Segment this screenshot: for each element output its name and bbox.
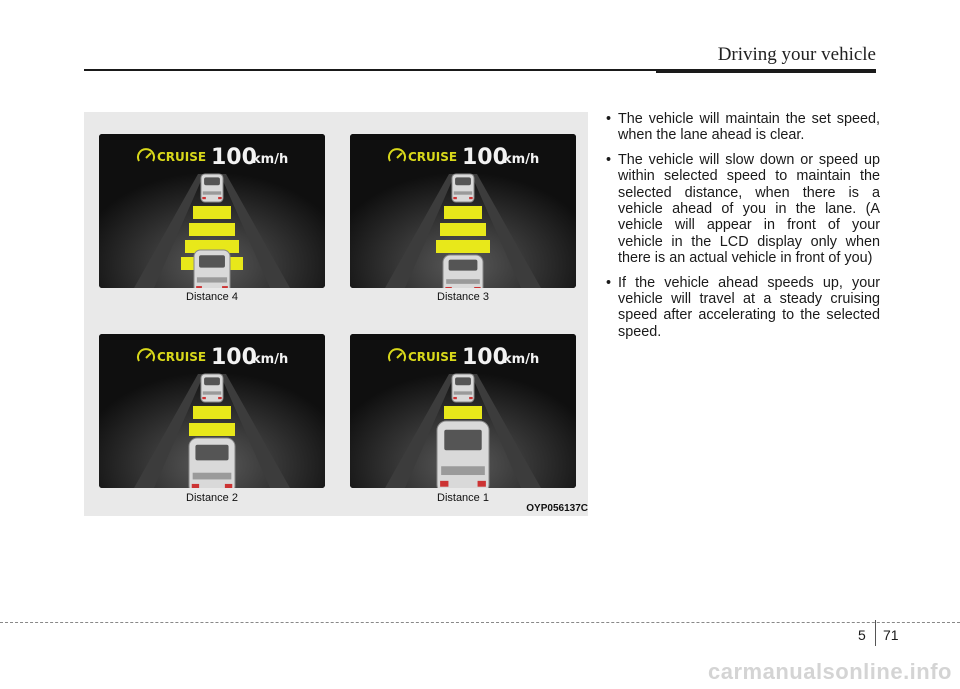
panel-caption: Distance 2	[186, 492, 238, 504]
figure-code: OYP056137C	[526, 503, 588, 514]
set-speed-value: 100	[211, 145, 257, 170]
watermark: carmanualsonline.info	[708, 659, 952, 684]
speed-unit: km/h	[252, 352, 289, 367]
page-divider	[875, 620, 876, 646]
set-speed-value: 100	[462, 345, 508, 370]
lead-vehicle-icon	[452, 174, 474, 202]
set-speed-value: 100	[462, 145, 508, 170]
display-panel-distance-2	[99, 334, 325, 488]
following-distance-bar	[444, 406, 482, 419]
panel-caption: Distance 1	[437, 492, 489, 504]
panel-caption: Distance 3	[437, 291, 489, 303]
following-distance-bar	[189, 423, 235, 436]
footer-rule	[0, 622, 960, 623]
lead-vehicle-icon	[452, 374, 474, 402]
display-panel-distance-4	[99, 134, 325, 288]
cruise-label: CRUISE	[408, 350, 458, 364]
cruise-label: CRUISE	[408, 150, 458, 164]
panel-caption: Distance 4	[186, 291, 238, 303]
cruise-label: CRUISE	[157, 350, 207, 364]
speed-unit: km/h	[252, 152, 289, 167]
following-distance-bar	[193, 406, 231, 419]
following-distance-bar	[436, 240, 490, 253]
set-speed-value: 100	[211, 345, 257, 370]
bullet-item: • The vehicle will slow down or speed up within selected speed to maintain the selected distance, when there is a vehicle ahead of you in the lane. (A vehicle will appear in front of your vehicle in the LCD display only when there is an actual vehicle in front of you)	[600, 152, 880, 267]
cluster-display-svg	[99, 334, 325, 488]
own-vehicle-icon	[443, 255, 483, 288]
cluster-display-svg	[99, 134, 325, 288]
following-distance-bar	[189, 223, 235, 236]
bullet-item: • The vehicle will maintain the set speed, when the lane ahead is clear.	[600, 111, 880, 144]
cruise-distance-figure	[84, 112, 588, 516]
own-vehicle-icon	[194, 250, 230, 288]
header-rule	[84, 69, 876, 73]
cruise-label: CRUISE	[157, 150, 207, 164]
page-header-title: Driving your vehicle	[717, 44, 876, 65]
bullet-list	[600, 111, 880, 348]
speed-unit: km/h	[503, 152, 540, 167]
chapter-number: 5	[858, 627, 866, 643]
following-distance-bar	[193, 206, 231, 219]
following-distance-bar	[440, 223, 486, 236]
bullet-item: • If the vehicle ahead speeds up, your vehicle will travel at a steady cruising speed after accelerating to the selected speed.	[600, 275, 880, 341]
display-panel-distance-1	[350, 334, 576, 488]
cluster-display-svg	[350, 134, 576, 288]
page-number: 71	[883, 627, 899, 643]
following-distance-bar	[444, 206, 482, 219]
lead-vehicle-icon	[201, 374, 223, 402]
lead-vehicle-icon	[201, 174, 223, 202]
own-vehicle-icon	[189, 438, 235, 488]
speed-unit: km/h	[503, 352, 540, 367]
own-vehicle-icon	[437, 421, 489, 488]
cluster-display-svg	[350, 334, 576, 488]
display-panel-distance-3	[350, 134, 576, 288]
